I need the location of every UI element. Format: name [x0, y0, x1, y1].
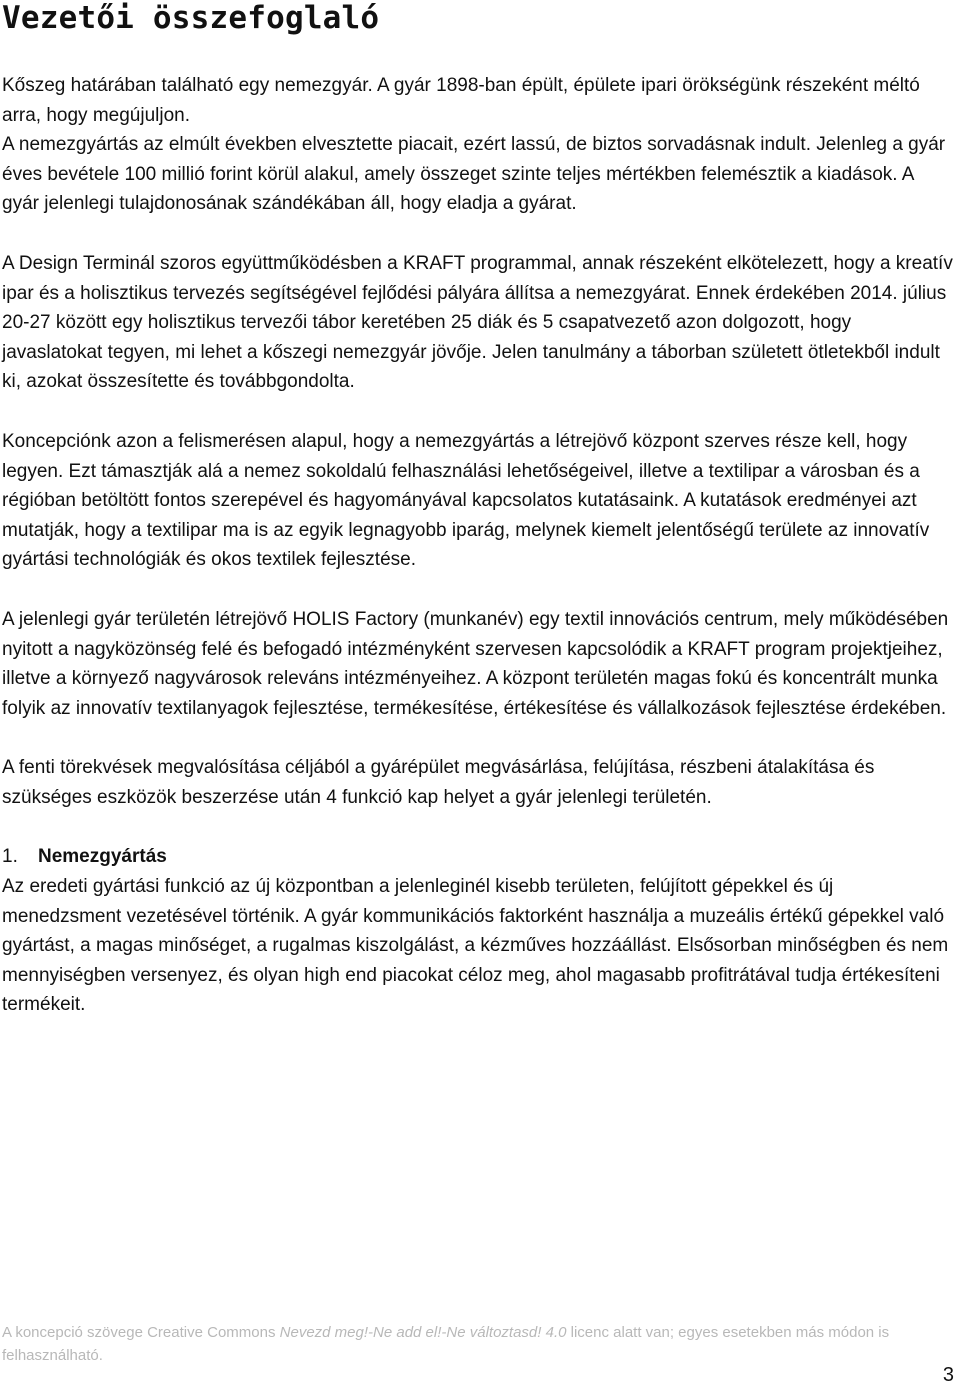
paragraph-gap — [2, 397, 954, 427]
section-body: Az eredeti gyártási funkció az új központban a jelenleginél kisebb területen, felújított gépekkel és új menedzsment vezetésével történik. A gyár kommunikációs faktorként használja a muzeális értékű gépekkel való gyártást, a magas minőséget, a rugalmas kiszolgálást, a kézműves hozzáállást. Elsősorban minőségben és nem mennyiségben versenyez, és olyan high end piacokat céloz meg, ahol magasabb profitrátával tudja értékesíteni termékeit. — [2, 876, 949, 1016]
paragraph-intro-1: Kőszeg határában található egy nemezgyár. A gyár 1898-ban épült, épülete ipari örökségünk részeként méltó arra, hogy megújuljon. — [2, 75, 920, 126]
license-suffix: licenc alatt van; egyes esetekben más módon is felhasználható. — [2, 1324, 890, 1364]
license-footer — [2, 1321, 957, 1367]
paragraph-design-terminal: A Design Terminál szoros együttműködésben a KRAFT programmal, annak részeként elkötelezett, hogy a kreatív ipar és a holisztikus tervezés segítségével fejlődési pályára állítsa a nemezgyárat. Ennek érdekében 2014. július 20-27 között egy holisztikus tervezői tábor keretében 25 diák és 5 csapatvezető azon dolgozott, hogy javaslatokat tegyen, mi lehet a kőszegi nemezgyár jövője. Jelen tanulmány a táborban született ötletekből indult ki, azokat összesítette és továbbgondolta. — [2, 252, 953, 393]
section-number: 1. — [2, 846, 18, 868]
paragraph-intro-2: A nemezgyártás az elmúlt években elvesztette piacait, ezért lassú, de biztos sorvadásnak indult. Jelenleg a gyár éves bevétele 100 millió forint körül alakul, amely összeget szinte teljes mértékben felemésztik a kiadások. A gyár jelenlegi tulajdonosának szándékában áll, hogy eladja a gyárat. — [2, 134, 946, 215]
paragraph-gap — [2, 575, 954, 605]
paragraph-gap — [2, 812, 954, 842]
page-title: Vezetői összefoglaló — [2, 0, 380, 36]
section-heading — [2, 842, 954, 872]
paragraph-gap — [2, 219, 954, 249]
section-title: Nemezgyártás — [38, 846, 167, 868]
paragraph-concept: Koncepciónk azon a felismerésen alapul, hogy a nemezgyártás a létrejövő központ szerves része kell, hogy legyen. Ezt támasztják alá a nemez sokoldalú felhasználási lehetőségeivel, illetve a textilipar a városban és a régióban betöltött fontos szerepével és hagyományával kapcsolatos kutatásaink. A kutatások eredményei azt mutatják, hogy a textilipar ma is az egyik legnagyobb iparág, melynek kiemelt jelentőségű területe az innovatív gyártási technológiák és okos textilek fejlesztése. — [2, 430, 930, 571]
paragraph-gap — [2, 723, 954, 753]
document-body — [2, 71, 954, 1020]
paragraph-functions: A fenti törekvések megvalósítása céljából a gyárépület megvásárlása, felújítása, részbeni átalakítása és szükséges eszközök beszerzése után 4 funkció kap helyet a gyár jelenlegi területén. — [2, 757, 875, 808]
license-prefix: A koncepció szövege Creative Commons — [2, 1324, 280, 1341]
paragraph-holis-factory: A jelenlegi gyár területén létrejövő HOLIS Factory (munkanév) egy textil innovációs centrum, mely működésében nyitott a nagyközönség felé és befogadó intézményként szervesen kapcsolódik a KRAFT program projektjeihez, illetve a környező nagyvárosok releváns intézményeihez. A központ területén magas fokú és koncentrált munka folyik az innovatív textilanyagok fejlesztése, termékesítése, értékesítése és vállalkozások fejlesztése érdekében. — [2, 608, 949, 719]
license-name: Nevezd meg!-Ne add el!-Ne változtasd! 4.0 — [279, 1324, 567, 1341]
page-number: 3 — [942, 1364, 954, 1386]
